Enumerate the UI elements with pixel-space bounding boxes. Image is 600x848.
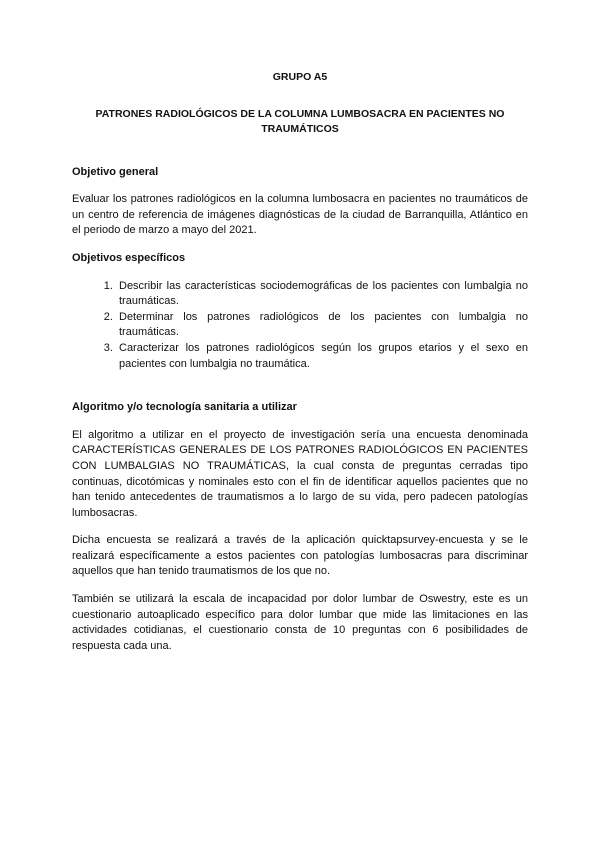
- specific-objectives-list: [72, 279, 528, 373]
- group-label: GRUPO A5: [272, 71, 328, 83]
- list-item: 2. Determinar los patrones radiológicos de los pacientes con lumbalgia no traumáticas.: [116, 310, 528, 341]
- general-objective-text: Evaluar los patrones radiológicos en la columna lumbosacra en pacientes no traumáticos de un centro de referencia de imágenes diagnósticas de la ciudad de Barranquilla, Atlántico en el periodo de marzo a mayo del 2021.: [72, 193, 528, 237]
- list-item: 1. Describir las características sociodemográficas de los pacientes con lumbalgia no traumáticas.: [116, 279, 528, 310]
- algorithm-paragraph-1: El algoritmo a utilizar en el proyecto de investigación sería una encuesta denominada CARACTERÍSTICAS GENERALES DE LOS PATRONES RADIOLÓGICOS EN PACIENTES CON LUMBALGIAS NO TRAUMÁTICAS, la cual consta de preguntas cerradas tipo continuas, dicotómicas y nominales esto con el fin de identificar aquellos pacientes que no han tenido antecedentes de traumatismos a lo largo de su vida, pero padecen patologías lumbosacras.: [72, 428, 528, 519]
- general-objective-heading: Objetivo general: [72, 165, 159, 178]
- specific-objectives-heading: Objetivos específicos: [72, 251, 186, 264]
- document-title: PATRONES RADIOLÓGICOS DE LA COLUMNA LUMBOSACRA EN PACIENTES NO TRAUMÁTICOS: [95, 107, 505, 135]
- list-item: 3. Caracterizar los patrones radiológicos según los grupos etarios y el sexo en pacientes con lumbalgia no traumática.: [116, 341, 528, 372]
- algorithm-paragraph-3: También se utilizará la escala de incapacidad por dolor lumbar de Oswestry, este es un cuestionario autoaplicado específico para dolor lumbar que mide las limitaciones en las actividades cotidianas, el cuestionario consta de 10 preguntas con 6 posibilidades de respuesta cada una.: [72, 593, 528, 652]
- algorithm-heading: Algoritmo y/o tecnología sanitaria a utilizar: [72, 401, 297, 414]
- algorithm-paragraph-2: Dicha encuesta se realizará a través de la aplicación quicktapsurvey-encuesta y se le realizará específicamente a estos pacientes con patologías lumbosacras para discriminar aquellos que han tenido traumatismos de los que no.: [72, 534, 528, 578]
